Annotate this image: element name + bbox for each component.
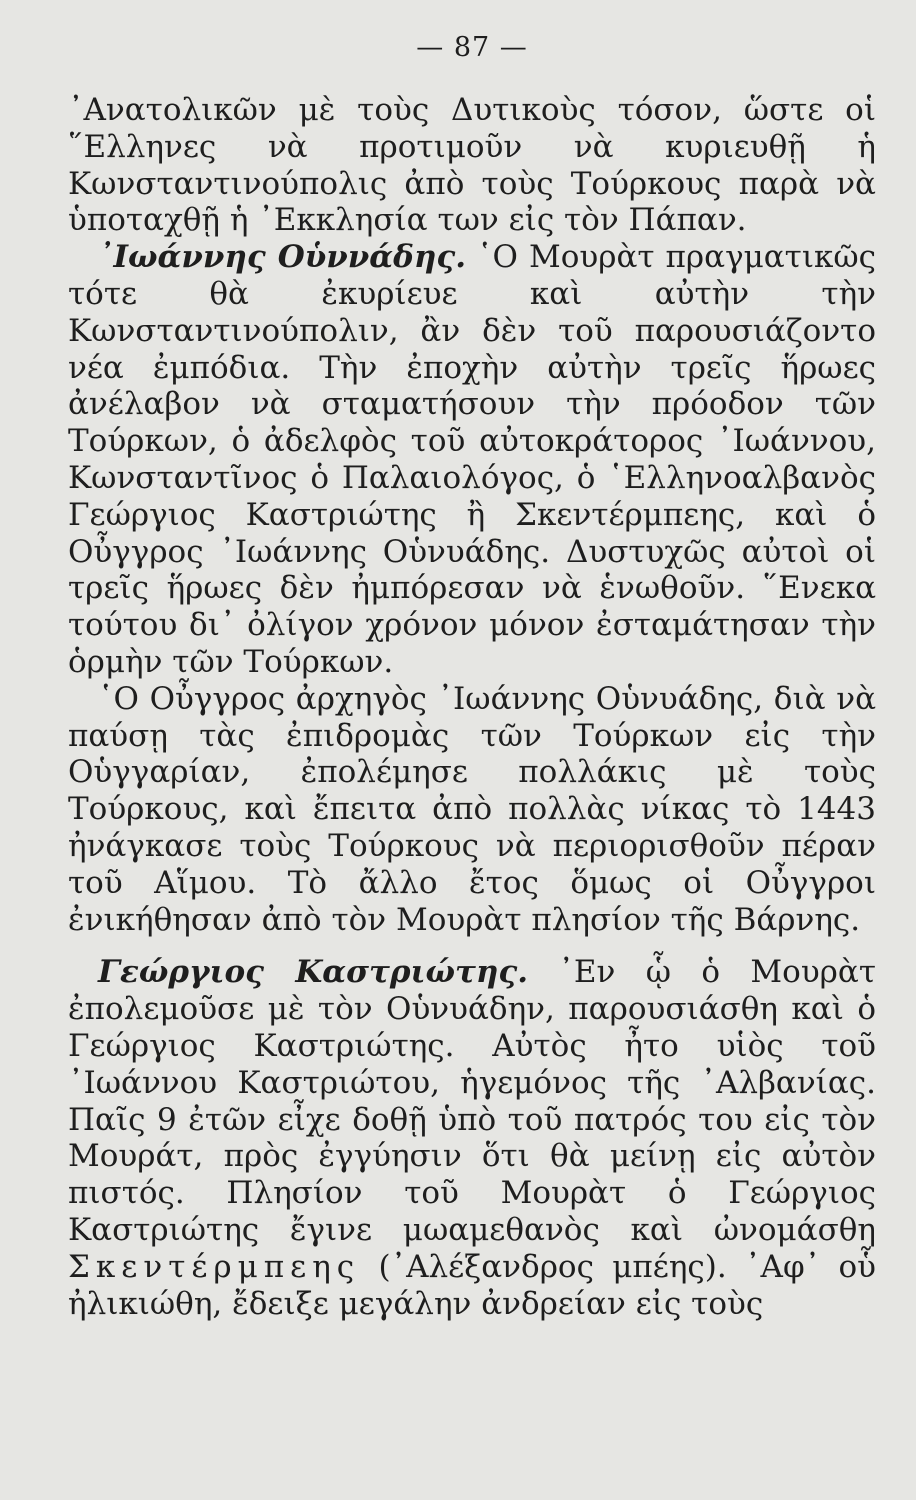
- page-number: — 87 —: [416, 32, 528, 63]
- section-heading-hunyadi: ᾿Ιωάννης Οὑννάδης.: [98, 239, 467, 276]
- paragraph-1: [68, 92, 876, 239]
- section-heading-kastriotis: Γεώργιος Καστριώτης.: [98, 954, 529, 991]
- paragraph-2: [68, 239, 876, 681]
- paragraph-4-text-before: ᾿Εν ᾧ ὁ Μουρὰτ ἐπολεμοῦσε μὲ τὸν Οὑνυάδην, παρουσιάσθη καὶ ὁ Γεώργιος Καστριώτης. Αὐτὸς ἦτο υἱὸς τοῦ ᾿Ιωάννου Καστριώτου, ἡγεμόνος τῆς ᾿Αλβανίας. Παῖς 9 ἐτῶν εἶχε δοθῇ ὑπὸ τοῦ πατρός του εἰς τὸν Μουράτ, πρὸς ἐγγύησιν ὅτι θὰ μείνῃ εἰς αὐτὸν πιστός. Πλησίον τοῦ Μουρὰτ ὁ Γεώργιος Καστριώτης ἔγινε μωαμεθανὸς καὶ ὠνομάσθη: [68, 954, 876, 1248]
- paragraph-4-text-after: (᾿Αλέξανδρος μπέης). ᾿Αφ᾿ οὗ ἠλικιώθη, ἔδειξε μεγάλην ἀνδρείαν εἰς τοὺς: [68, 1248, 876, 1322]
- paragraph-2-text: ῾Ο Μουρὰτ πραγματικῶς τότε θὰ ἐκυρίευε καὶ αὐτὴν τὴν Κωνσταντινούπολιν, ἂν δὲν τοῦ παρουσιάζοντο νέα ἐμπόδια. Τὴν ἐποχὴν αὐτὴν τρεῖς ἥρωες ἀνέλαβον νὰ σταματήσουν τὴν πρόοδον τῶν Τούρκων, ὁ ἀδελφὸς τοῦ αὐτοκράτορος ᾿Ιωάννου, Κωνσταντῖνος ὁ Παλαιολόγος, ὁ ῾Ελληνοαλβανὸς Γεώργιος Καστριώτης ἢ Σκεντέρμπεης, καὶ ὁ Οὖγγρος ᾿Ιωάννης Οὑνυάδης. Δυστυχῶς αὐτοὶ οἱ τρεῖς ἥρωες δὲν ἠμπόρεσαν νὰ ἑνωθοῦν. ῞Ενεκα τούτου δι᾿ ὀλίγον χρόνον μόνον ἐσταμάτησαν τὴν ὁρμὴν τῶν Τούρκων.: [68, 239, 876, 680]
- paragraph-1-text: ᾿Ανατολικῶν μὲ τοὺς Δυτικοὺς τόσον, ὥστε οἱ ῞Ελληνες νὰ προτιμοῦν νὰ κυριευθῇ ἡ Κωνσταντινούπολις ἀπὸ τοὺς Τούρκους παρὰ νὰ ὑποταχθῇ ἡ ᾿Εκκλησία των εἰς τὸν Πάπαν.: [68, 92, 876, 239]
- paragraph-4: [68, 954, 876, 1322]
- spaced-name: Σκεντέρμπεης: [68, 1248, 361, 1285]
- paragraph-3-text: ῾Ο Οὖγγρος ἀρχηγὸς ᾿Ιωάννης Οὑνυάδης, διὰ νὰ παύσῃ τὰς ἐπιδρομὰς τῶν Τούρκων εἰς τὴν Οὑγγαρίαν, ἐπολέμησε πολλάκις μὲ τοὺς Τούρκους, καὶ ἔπειτα ἀπὸ πολλὰς νίκας τὸ 1443 ἠνάγκασε τοὺς Τούρκους νὰ περιορισθοῦν πέραν τοῦ Αἵμου. Τὸ ἄλλο ἔτος ὅμως οἱ Οὖγγροι ἐνικήθησαν ἀπὸ τὸν Μουρὰτ πλησίον τῆς Βάρνης.: [68, 680, 876, 938]
- paragraph-3: [68, 681, 876, 939]
